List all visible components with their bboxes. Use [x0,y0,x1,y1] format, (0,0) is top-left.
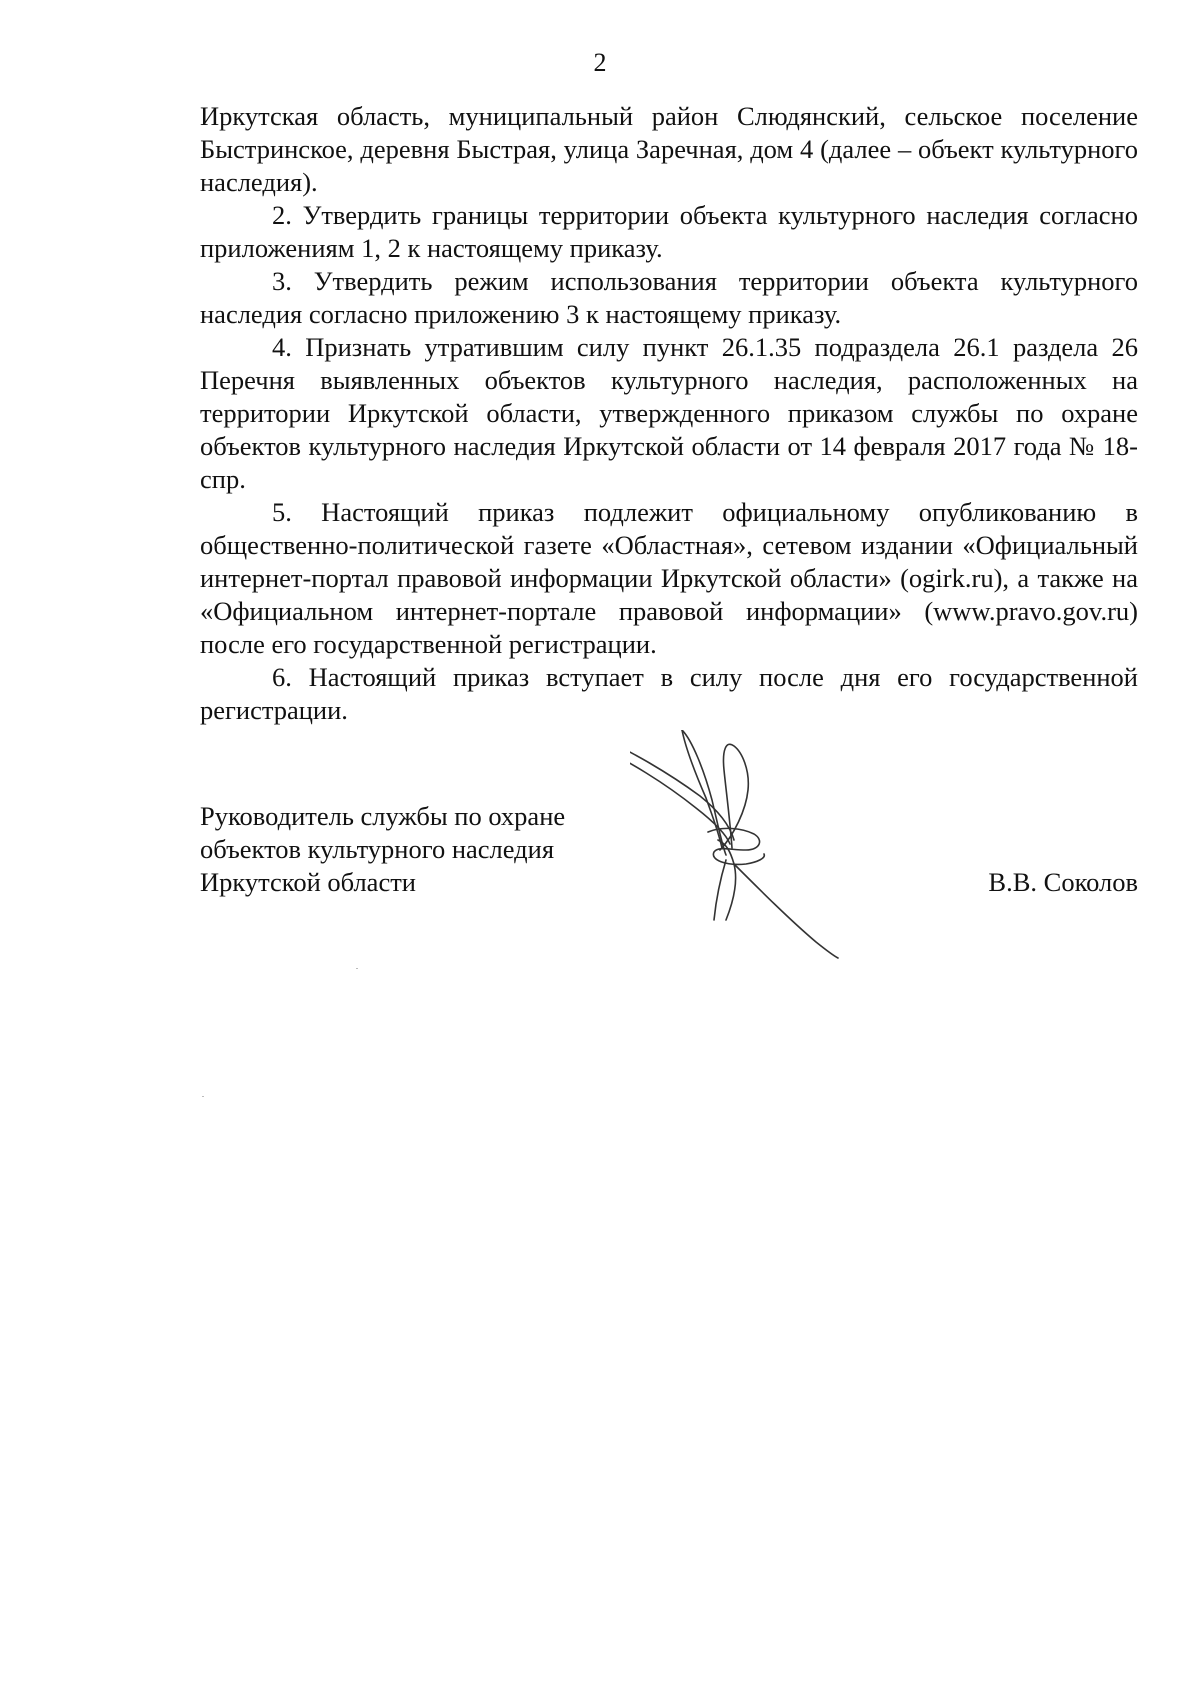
paragraph-item-4: 4. Признать утратившим силу пункт 26.1.35 подраздела 26.1 раздела 26 Перечня выявленных объектов культурного наследия, расположенных на территории Иркутской области, утвержденного приказом службы по охране объектов культурного наследия Иркутской области от 14 февраля 2017 года № 18-спр. [200,332,1138,494]
paragraph-address: Иркутская область, муниципальный район Слюдянский, сельское поселение Быстринское, деревня Быстрая, улица Заречная, дом 4 (далее – объект культурного наследия). [200,101,1138,197]
paragraph-item-2: 2. Утвердить границы территории объекта культурного наследия согласно приложениям 1, 2 к настоящему приказу. [200,200,1138,263]
signer-name: В.В. Соколов [988,867,1138,897]
signer-position-line: Руководитель службы по охране [200,801,566,831]
signer-position [200,800,620,899]
signer-position-line: Иркутской области [200,867,416,897]
paragraph-item-5: 5. Настоящий приказ подлежит официальному опубликованию в общественно-политической газете «Областная», сетевом издании «Официальный интернет-портал правовой информации Иркутской области» (ogirk.ru), а также на «Официальном интернет-портале правовой информации» (www.pravo.gov.ru) после его государственной регистрации. [200,497,1138,659]
signer-position-line: объектов культурного наследия [200,834,555,864]
handwritten-signature [630,730,890,970]
scan-speck [356,968,358,969]
paragraph-item-6: 6. Настоящий приказ вступает в силу после дня его государственной регистрации. [200,662,1138,725]
document-body [200,100,1138,727]
paragraph-item-3: 3. Утвердить режим использования территории объекта культурного наследия согласно приложению 3 к настоящему приказу. [200,266,1138,329]
scan-speck [202,1096,204,1097]
page-number: 2 [593,48,607,77]
